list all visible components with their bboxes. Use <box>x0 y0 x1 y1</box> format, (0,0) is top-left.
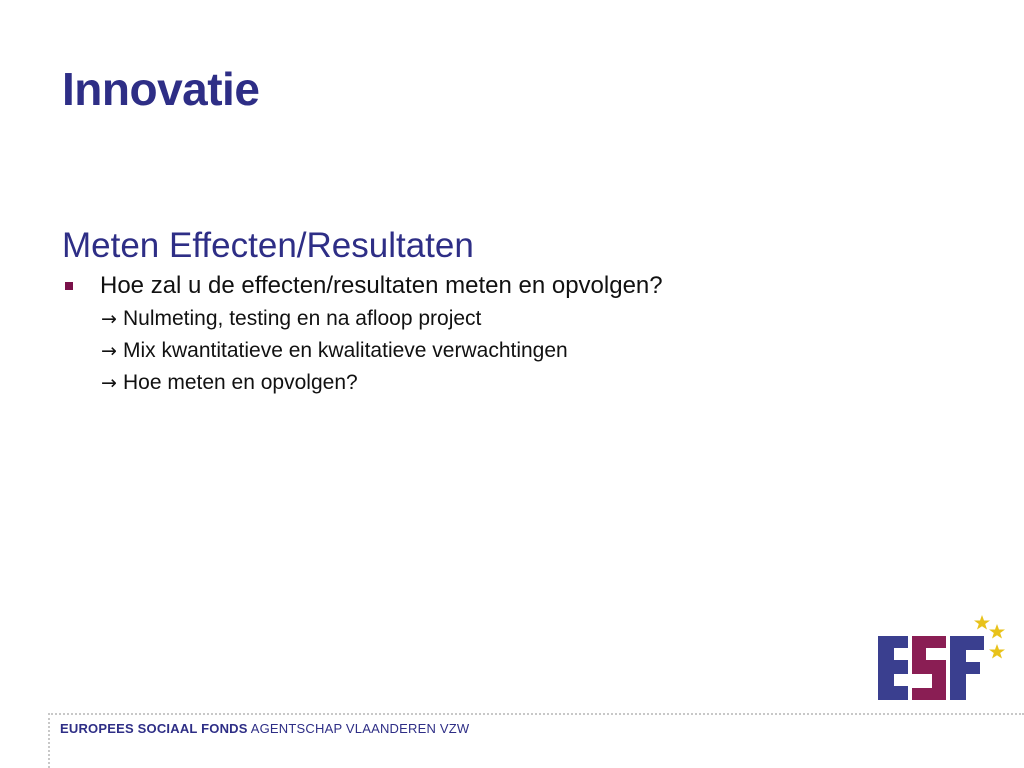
logo-letter-e <box>878 636 910 700</box>
footer-organization <box>60 721 469 736</box>
slide-content <box>62 226 962 399</box>
esf-logo <box>872 612 1012 704</box>
footer-org-bold: EUROPEES SOCIAAL FONDS <box>60 721 248 736</box>
sub-item <box>101 335 962 367</box>
logo-letter-s <box>912 636 946 700</box>
sub-item-text: Nulmeting, testing en na afloop project <box>123 307 482 330</box>
footer-divider <box>48 713 1024 715</box>
arrow-right-icon: → <box>101 308 117 330</box>
arrow-right-icon: → <box>101 372 117 394</box>
square-bullet-icon <box>65 282 73 290</box>
slide-title: Innovatie <box>62 63 260 115</box>
logo-letter-f <box>950 636 984 700</box>
bullet-text: Hoe zal u de effecten/resultaten meten en opvolgen? <box>100 272 663 299</box>
slide-subheading: Meten Effecten/Resultaten <box>62 226 474 265</box>
arrow-right-icon: → <box>101 340 117 362</box>
sub-item <box>101 367 962 399</box>
sub-list <box>62 303 962 399</box>
footer-org-light: AGENTSCHAP VLAANDEREN VZW <box>250 721 470 736</box>
footer-side-divider <box>48 713 50 768</box>
sub-item-text: Mix kwantitatieve en kwalitatieve verwachtingen <box>123 339 568 362</box>
sub-item-text: Hoe meten en opvolgen? <box>123 371 358 394</box>
sub-item <box>101 303 962 335</box>
bullet-item <box>62 271 962 301</box>
